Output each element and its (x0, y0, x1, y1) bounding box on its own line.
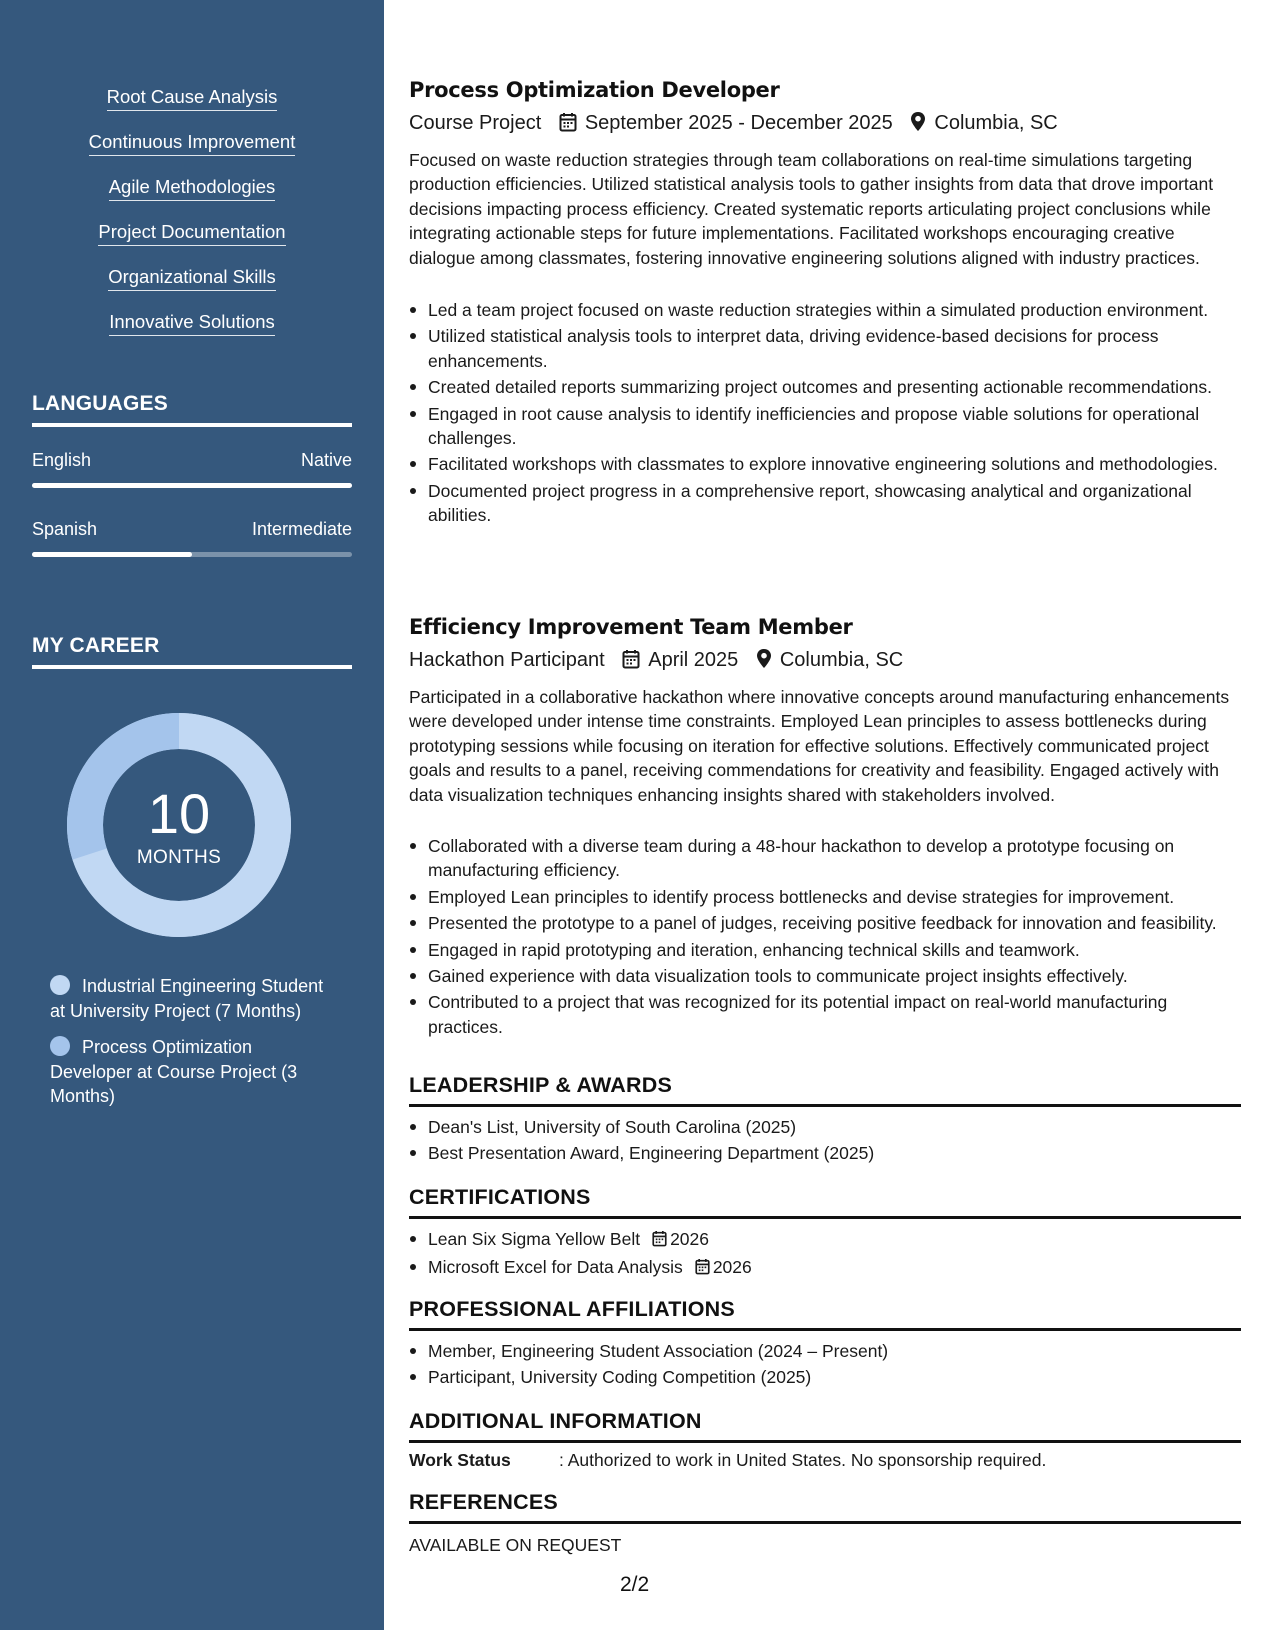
list-item: Dean's List, University of South Carolina (2025) (409, 1115, 1241, 1139)
page-number: 2/2 (620, 1573, 650, 1596)
affiliations-heading: PROFESSIONAL AFFILIATIONS (409, 1297, 1241, 1331)
job-bullets (409, 834, 1241, 1041)
job-location: Columbia, SC (779, 649, 904, 671)
job-description: Focused on waste reduction strategies through team collaborations on real-time simulations targeting production efficiencies. Utilized statistical analysis tools to gather insights from data that drove important decisions impacting process efficiency. Created systematic reports articulating project conclusions while integrating actionable steps for future implementations. Facilitated workshops encouraging creative dialogue among classmates, fostering innovative engineering solutions aligned with industry practices. (409, 150, 1214, 268)
leadership-heading: LEADERSHIP & AWARDS (409, 1073, 1241, 1107)
career-heading: MY CAREER (32, 634, 352, 669)
languages-heading: LANGUAGES (32, 392, 352, 427)
job-bullets (409, 298, 1241, 530)
career-legend-label: Process Optimization Developer at Course Project (3 Months) (50, 1037, 298, 1106)
sidebar (0, 0, 384, 1630)
list-item: Contributed to a project that was recognized for its potential impact on real-world manufacturing practices. (409, 990, 1241, 1039)
calendar-icon (695, 1257, 710, 1281)
career-total-unit: MONTHS (136, 847, 222, 868)
certification-year: 2026 (670, 1229, 710, 1249)
calendar-icon (622, 649, 640, 675)
certification-name: Lean Six Sigma Yellow Belt (428, 1229, 641, 1249)
job-title: Process Optimization Developer (409, 78, 780, 102)
language-bar-fill (32, 483, 352, 488)
language-bar (32, 483, 352, 488)
skill-item: Project Documentation (98, 219, 285, 246)
list-item: Participant, University Coding Competition (2025) (409, 1365, 1241, 1389)
job-meta (409, 111, 1058, 138)
list-item: Presented the prototype to a panel of judges, receiving positive feedback for innovation and feasibility. (409, 911, 1241, 935)
list-item: Led a team project focused on waste reduction strategies within a simulated production environment. (409, 298, 1241, 322)
language-level: Intermediate (251, 519, 352, 539)
language-bar-fill (32, 552, 192, 557)
leadership-list (409, 1115, 1241, 1168)
list-item (409, 1227, 1241, 1253)
certifications-heading: CERTIFICATIONS (409, 1185, 1241, 1219)
job-description: Participated in a collaborative hackathon where innovative concepts around manufacturing enhancements were developed under intense time constraints. Employed Lean principles to assess bottlenecks during prototyping sessions while focusing on iteration for effective solutions. Effectively communicated project goals and results to a panel, receiving commendations for creativity and feasibility. Engaged actively with data visualization techniques enhancing insights shared with stakeholders involved. (409, 687, 1230, 805)
list-item: Engaged in root cause analysis to identify inefficiencies and propose viable solutions for operational challenges. (409, 402, 1241, 451)
career-total-months: 10 (147, 782, 211, 845)
job-dates: September 2025 - December 2025 (584, 112, 893, 134)
job-org: Course Project (409, 112, 542, 134)
job-dates: April 2025 (648, 649, 739, 671)
list-item: Best Presentation Award, Engineering Department (2025) (409, 1141, 1241, 1165)
language-level: Native (300, 450, 352, 470)
list-item: Employed Lean principles to identify process bottlenecks and devise strategies for improvement. (409, 885, 1241, 909)
skill-item: Organizational Skills (108, 264, 276, 291)
job-location: Columbia, SC (934, 112, 1058, 134)
language-name: Spanish (32, 519, 98, 539)
map-pin-icon (756, 648, 772, 675)
list-item: Facilitated workshops with classmates to explore innovative engineering solutions and methodologies. (409, 452, 1241, 476)
language-name: English (32, 450, 92, 470)
calendar-icon (559, 112, 577, 138)
affiliations-list (409, 1339, 1241, 1392)
job-org: Hackathon Participant (409, 649, 605, 671)
certification-name: Microsoft Excel for Data Analysis (428, 1257, 683, 1278)
work-status-value: : Authorized to work in United States. No sponsorship required. (559, 1450, 1047, 1470)
career-legend-item (50, 1035, 330, 1109)
skill-item: Agile Methodologies (109, 174, 276, 201)
career-legend-item (50, 974, 330, 1023)
job-title: Efficiency Improvement Team Member (409, 615, 853, 639)
language-bar (32, 552, 352, 557)
list-item: Documented project progress in a comprehensive report, showcasing analytical and organizational abilities. (409, 479, 1241, 528)
references-heading: REFERENCES (409, 1490, 1241, 1524)
skill-item: Root Cause Analysis (107, 84, 278, 111)
legend-dot-icon (50, 1036, 70, 1056)
certification-year: 2026 (712, 1257, 752, 1278)
references-text: AVAILABLE ON REQUEST (409, 1535, 622, 1555)
job-meta (409, 648, 903, 675)
list-item: Engaged in rapid prototyping and iteration, enhancing technical skills and teamwork. (409, 938, 1241, 962)
work-status (409, 1450, 1046, 1471)
skills-list (0, 84, 384, 354)
calendar-icon (652, 1229, 667, 1253)
certifications-list (409, 1227, 1241, 1284)
list-item: Gained experience with data visualization tools to communicate project insights effectively. (409, 964, 1241, 988)
work-status-label: Work Status (409, 1450, 511, 1470)
list-item: Created detailed reports summarizing project outcomes and presenting actionable recommendations. (409, 375, 1241, 399)
list-item: Member, Engineering Student Association (2024 – Present) (409, 1339, 1241, 1363)
additional-info-heading: ADDITIONAL INFORMATION (409, 1409, 1241, 1443)
skill-item: Innovative Solutions (109, 309, 275, 336)
map-pin-icon (910, 111, 926, 138)
legend-dot-icon (50, 975, 70, 995)
career-legend-label: Industrial Engineering Student at University Project (7 Months) (50, 976, 324, 1021)
list-item: Utilized statistical analysis tools to interpret data, driving evidence-based decisions for process enhancements. (409, 324, 1241, 373)
skill-item: Continuous Improvement (89, 129, 296, 156)
career-legend (50, 974, 330, 1121)
list-item: Collaborated with a diverse team during a 48-hour hackathon to develop a prototype focusing on manufacturing efficiency. (409, 834, 1241, 883)
list-item (409, 1255, 1241, 1281)
